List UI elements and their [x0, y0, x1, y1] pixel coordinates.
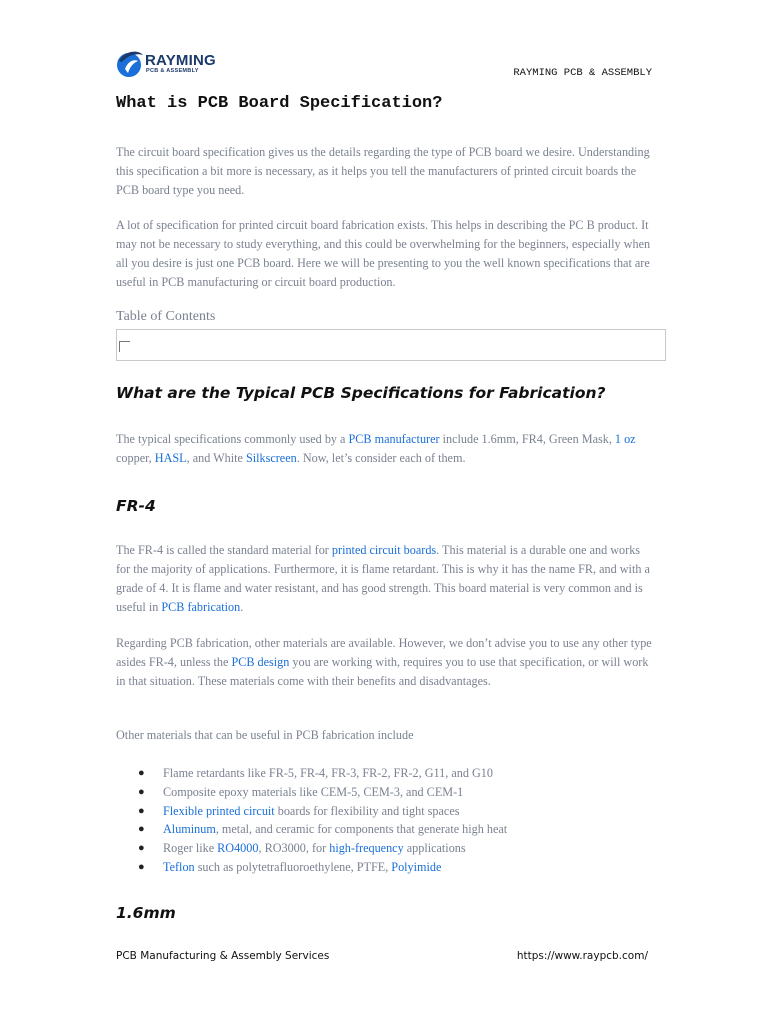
table-of-contents[interactable]: [116, 329, 666, 361]
link-hasl[interactable]: HASL: [154, 451, 187, 465]
toc-label: Table of Contents: [116, 309, 216, 324]
footer-services: PCB Manufacturing & Assembly Services: [116, 950, 330, 962]
link-teflon[interactable]: Teflon: [163, 859, 195, 874]
section-heading-fr4: FR-4: [116, 497, 156, 515]
fr4-paragraph-1: The FR-4 is called the standard material for printed circuit boards. This material is a durable one and works for the majority of applications. Furthermore, it is flame retardant. This is why it has the name FR, and with a grade of 4. It is flame and water resistant, and has good strength. This board material is very common and is useful in PCB fabrication.: [116, 543, 650, 614]
fr4-paragraph-3: Other materials that can be useful in PCB fabrication include: [116, 728, 414, 742]
logo-subtitle: PCB & ASSEMBLY: [146, 68, 199, 74]
section-heading-1-6mm: 1.6mm: [116, 904, 176, 922]
list-item: ● Flame retardants like FR-5, FR-4, FR-3, FR-2, FR-2, G11, and G10: [138, 766, 493, 780]
list-item: ● Roger like RO4000, RO3000, for high-frequency applications: [138, 841, 466, 856]
link-polyimide[interactable]: Polyimide: [391, 859, 442, 874]
link-high-frequency[interactable]: high-frequency: [329, 841, 404, 856]
page-title: What is PCB Board Specification?: [116, 94, 443, 113]
section-heading-typical: What are the Typical PCB Specifications for Fabrication?: [116, 384, 606, 402]
link-pcb-manufacturer[interactable]: PCB manufacturer: [348, 432, 440, 446]
list-item: ● Composite epoxy materials like CEM-5, CEM-3, and CEM-1: [138, 784, 464, 799]
link-ro4000[interactable]: RO4000: [217, 841, 259, 856]
list-item: ● Teflon such as polytetrafluoroethylene, PTFE, Polyimide: [138, 859, 442, 874]
link-aluminum[interactable]: Aluminum: [163, 822, 216, 837]
list-item: ● Flexible printed circuit boards for flexibility and tight spaces: [138, 803, 460, 818]
company-logo[interactable]: [116, 49, 226, 81]
header-company-name: RAYMING PCB & ASSEMBLY: [513, 67, 652, 79]
intro-paragraph-2: A lot of specification for printed circuit board fabrication exists. This helps in describing the PC B product. It may not be necessary to study everything, and this could be overwhelming for the beginners, especially when all you desire is just one PCB board. Here we will be presenting to you the well known specifications that are useful in PCB manufacturing or circuit board production.: [116, 218, 651, 289]
footer-url-link[interactable]: https://www.raypcb.com/: [516, 950, 648, 962]
intro-paragraph-1: The circuit board specification gives us the details regarding the type of PCB board we desire. Understanding this specification a bit more is necessary, as it helps you tell the manufacturers of printed circuit boards the PCB board type you need.: [116, 145, 650, 197]
materials-list: [116, 764, 507, 877]
list-item: ● Aluminum, metal, and ceramic for components that generate high heat: [138, 822, 508, 837]
typical-specs-paragraph: The typical specifications commonly used by a PCB manufacturer include 1.6mm, FR4, Green Mask, 1 oz copper, HASL, and White Silkscreen. Now, let’s consider each of them.: [116, 432, 636, 465]
logo-mark-icon: [116, 49, 144, 79]
toc-toggle-icon[interactable]: [119, 341, 130, 352]
link-flexible-printed-circuit[interactable]: Flexible printed circuit: [163, 803, 275, 818]
link-silkscreen[interactable]: Silkscreen: [245, 451, 297, 465]
link-1-oz[interactable]: 1 oz: [614, 432, 636, 446]
link-pcb-design[interactable]: PCB design: [231, 655, 290, 669]
link-printed-circuit-boards[interactable]: printed circuit boards: [331, 543, 437, 557]
link-pcb-fabrication[interactable]: PCB fabrication: [161, 600, 241, 614]
logo-name: RAYMING: [145, 52, 216, 69]
fr4-paragraph-2: Regarding PCB fabrication, other materials are available. However, we don’t advise you to use any other type asides FR-4, unless the PCB design you are working with, requires you to use that specification, or will work in that situation. These materials come with their benefits and disadvantages.: [116, 636, 652, 688]
